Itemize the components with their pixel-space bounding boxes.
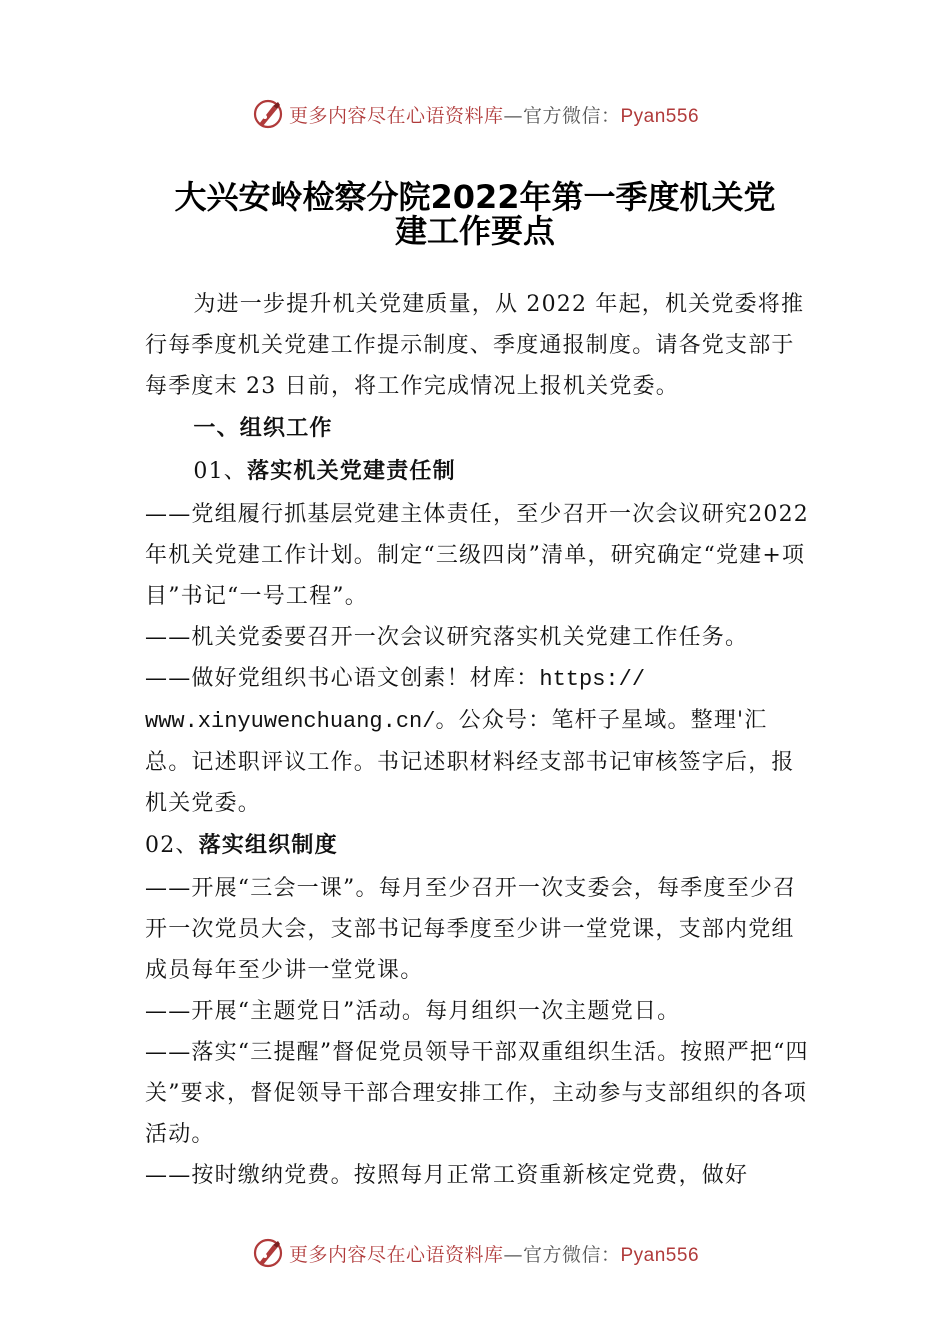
list-item: ——开展“三会一课”。每月至少召开一次支委会，每季度至少召开一次党员大会，支部书记每季度至少讲一堂党课，支部内党组成员每年至少讲一堂党课。	[145, 876, 797, 983]
watermark-brand: 更多内容尽在心语资料库	[288, 104, 504, 127]
pen-nib-circle-icon	[251, 97, 285, 131]
pen-nib-circle-icon	[251, 1236, 285, 1270]
list-item: ——落实“三提醒”督促党员领导干部双重组织生活。按照严把“四关”要求，督促领导干部合理安排工作，主动参与支部组织的各项活动。	[145, 1040, 809, 1147]
list-item	[145, 658, 810, 824]
website-link[interactable]: https:// www.xinyuwenchuang.cn/	[145, 667, 646, 734]
watermark-brand: 更多内容尽在心语资料库	[288, 1243, 504, 1266]
list-item-text: ——做好党组织书心语文创素！材库：	[145, 666, 540, 691]
title-line-2: 建工作要点	[394, 212, 555, 250]
list-item: ——机关党委要召开一次会议研究落实机关党建工作任务。	[145, 625, 749, 650]
list-item: ——按时缴纳党费。按照每月正常工资重新核定党费，做好	[145, 1163, 749, 1188]
footer-watermark	[0, 1233, 950, 1273]
watermark-dash: —	[503, 104, 523, 127]
watermark-dash: —	[503, 1243, 523, 1266]
watermark-wechat-id: Pyan556	[620, 105, 700, 127]
header-watermark	[0, 94, 950, 134]
document-body	[145, 284, 810, 1196]
watermark-text	[289, 1240, 699, 1267]
document-title	[120, 180, 830, 248]
subsection-number: 02、	[145, 833, 199, 858]
intro-paragraph: 为进一步提升机关党建质量，从 2022 年起，机关党委将推行每季度机关党建工作提示制度、季度通报制度。请各党支部于每季度末 23 日前，将工作完成情况上报机关党委。	[145, 292, 805, 399]
list-item-text: 。公众号：笔杆子星域。整理'汇总。记述职评议工作。书记述职材料经支部书记审核签字后，报机关党委。	[145, 708, 795, 816]
watermark-wechat-id: Pyan556	[620, 1244, 700, 1266]
watermark-label: 官方微信：	[522, 104, 621, 127]
subsection-title: 落实机关党建责任制	[247, 459, 456, 484]
subsection-heading-1	[145, 451, 810, 492]
watermark-text	[289, 101, 699, 128]
subsection-heading-2	[145, 825, 810, 866]
subsection-title: 落实组织制度	[198, 833, 338, 858]
subsection-number: 01、	[193, 459, 247, 484]
title-line-1: 大兴安岭检察分院2022年第一季度机关党	[174, 178, 776, 216]
list-item: ——开展“主题党日”活动。每月组织一次主题党日。	[145, 999, 681, 1024]
section-heading-organization: 一、组织工作	[193, 416, 333, 441]
watermark-label: 官方微信：	[522, 1243, 621, 1266]
list-item: ——党组履行抓基层党建主体责任，至少召开一次会议研究2022年机关党建工作计划。制定“三级四岗”清单，研究确定“党建+项目”书记“一号工程”。	[145, 502, 809, 609]
